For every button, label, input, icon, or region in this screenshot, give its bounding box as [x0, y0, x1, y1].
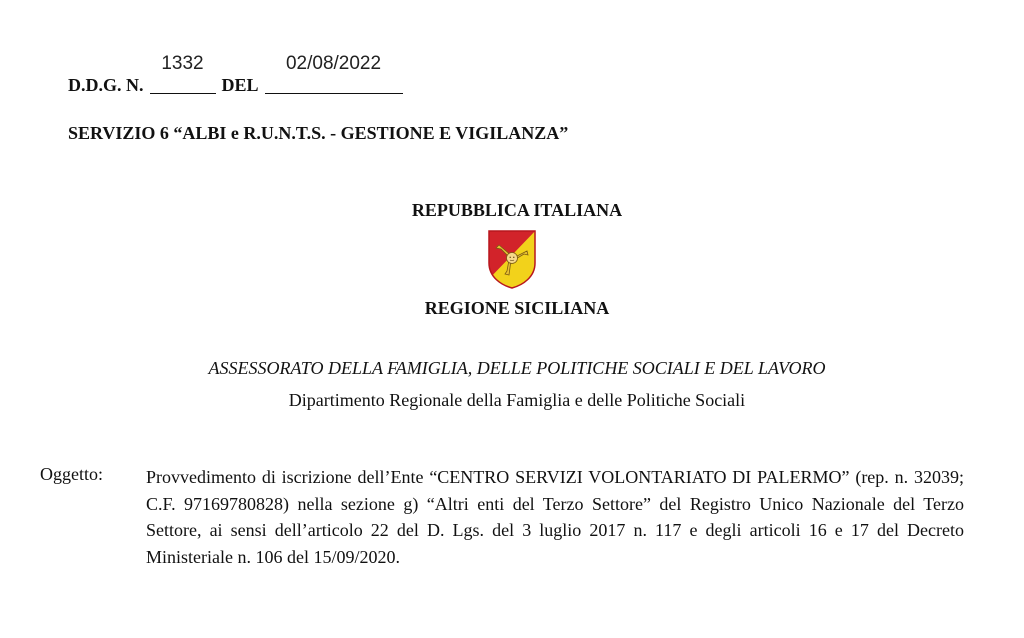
oggetto-label: Oggetto: [40, 464, 103, 484]
ddg-date-value: 02/08/2022 [285, 53, 382, 74]
ddg-number-field [150, 53, 216, 94]
trinacria-coat-of-arms-icon [487, 229, 537, 289]
ddg-prefix-label: D.D.G. N. [68, 75, 144, 95]
repubblica-heading: REPUBBLICA ITALIANA [411, 200, 623, 220]
servizio-heading: SERVIZIO 6 “ALBI e R.U.N.T.S. - GESTIONE E VIGILANZA” [68, 123, 569, 143]
del-label: DEL [221, 75, 259, 95]
decree-number-line [68, 53, 409, 98]
oggetto-text: Provvedimento di iscrizione dell’Ente “CENTRO SERVIZI VOLONTARIATO DI PALERMO” (rep. n. 32039; C.F. 97169780828) nella sezione g) “Altri enti del Terzo Settore” del Registro Unico Nazionale del Terzo Settore, ai sensi dell’articolo 22 del D. Lgs. del 3 luglio 2017 n. 117 e degli articoli 16 e 17 del Decreto Ministeriale n. 106 del 15/09/2020. [146, 467, 964, 567]
ddg-date-field [265, 53, 403, 94]
assessorato-heading: ASSESSORATO DELLA FAMIGLIA, DELLE POLITICHE SOCIALI E DEL LAVORO [208, 358, 826, 378]
ddg-number-value: 1332 [161, 53, 204, 74]
dipartimento-heading: Dipartimento Regionale della Famiglia e delle Politiche Sociali [288, 390, 746, 410]
regione-heading: REGIONE SICILIANA [424, 298, 610, 318]
